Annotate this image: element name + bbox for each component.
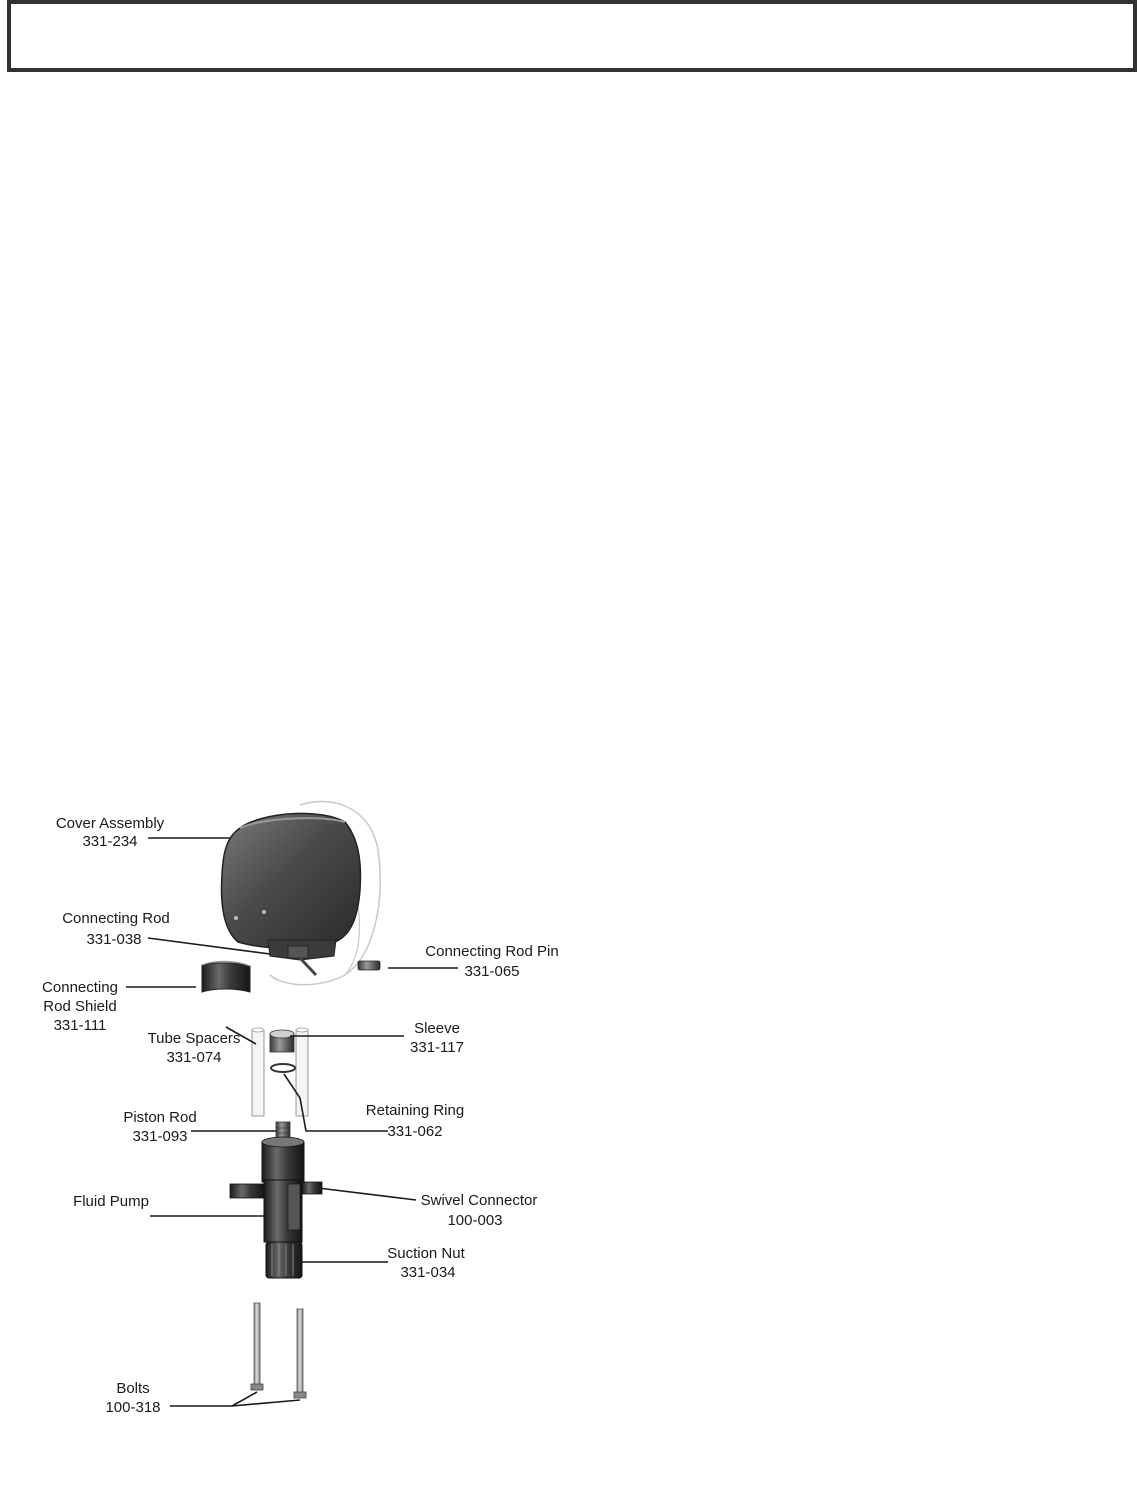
label-connecting-rod-part: 331-038 [86, 931, 142, 948]
connecting-rod-shield-drawing [202, 961, 250, 992]
cover-assembly-drawing [222, 801, 381, 984]
label-connecting-rod-pin-part: 331-065 [464, 963, 520, 980]
label-bolts-part: 100-318 [105, 1399, 161, 1416]
label-sleeve-name: Sleeve [414, 1020, 460, 1037]
label-swivel-connector-name: Swivel Connector [420, 1192, 538, 1209]
bolts-drawing [251, 1303, 306, 1398]
label-bolts-name: Bolts [116, 1380, 150, 1397]
label-suction-nut-name: Suction Nut [387, 1245, 465, 1262]
label-retaining-ring-part: 331-062 [387, 1123, 443, 1140]
label-connecting-rod-name: Connecting Rod [62, 910, 170, 927]
label-swivel-connector-part: 100-003 [447, 1212, 503, 1229]
label-tube-spacers-part: 331-074 [166, 1049, 222, 1066]
label-suction-nut-part: 331-034 [400, 1264, 456, 1281]
label-piston-rod-name: Piston Rod [123, 1109, 197, 1126]
label-tube-spacers-name: Tube Spacers [147, 1030, 241, 1047]
label-connecting-rod-pin-name: Connecting Rod Pin [425, 943, 559, 960]
label-connecting-rod-shield-part: 331-111 [53, 1017, 107, 1034]
label-cover-assembly-part: 331-234 [82, 833, 138, 850]
label-connecting-rod-shield-line2: Rod Shield [43, 998, 117, 1015]
label-sleeve-part: 331-117 [410, 1039, 464, 1056]
label-retaining-ring-name: Retaining Ring [365, 1102, 465, 1119]
fluid-pump-drawing [230, 1137, 322, 1278]
retaining-ring-drawing [271, 1064, 295, 1072]
label-piston-rod-part: 331-093 [132, 1128, 188, 1145]
sleeve-drawing [270, 1030, 294, 1052]
label-cover-assembly-name: Cover Assembly [55, 815, 165, 832]
connecting-rod-pin-drawing [358, 961, 380, 970]
label-fluid-pump-name: Fluid Pump [73, 1193, 149, 1210]
label-connecting-rod-shield-line1: Connecting [42, 979, 118, 996]
